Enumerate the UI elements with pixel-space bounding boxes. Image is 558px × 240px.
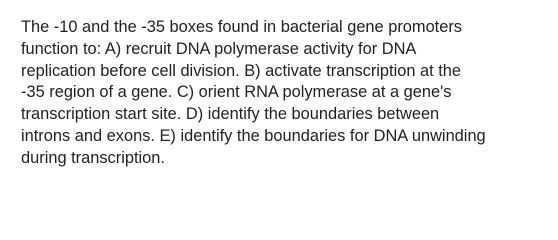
question-line: introns and exons. E) identify the boundaries for DNA unwinding — [21, 126, 486, 145]
question-line: transcription start site. D) identify the boundaries between — [21, 105, 440, 124]
question-line: replication before cell division. B) activate transcription at the — [21, 61, 462, 80]
question-line: function to: A) recruit DNA polymerase activity for DNA — [21, 39, 417, 58]
question-text — [21, 17, 541, 170]
question-line: The -10 and the -35 boxes found in bacterial gene promoters — [21, 18, 463, 36]
question-line: -35 region of a gene. C) orient RNA polymerase at a gene's — [21, 83, 452, 102]
question-line: during transcription. — [21, 148, 165, 167]
